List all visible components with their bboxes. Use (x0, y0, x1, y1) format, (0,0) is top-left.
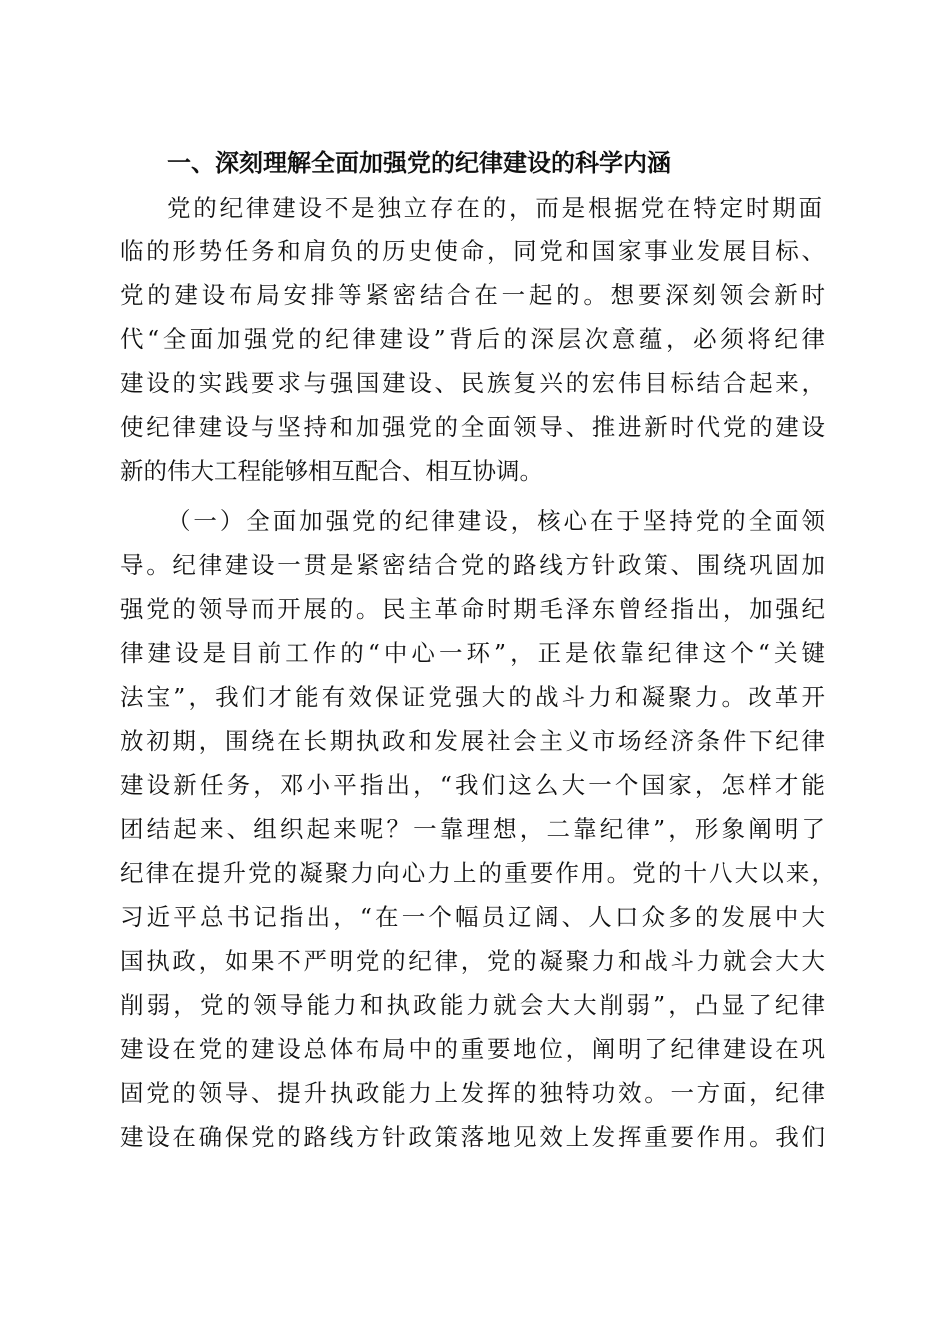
line-text: 建设在党的建设总体布局中的重要地位，阐明了纪律建设在巩 (120, 1035, 825, 1063)
line-text: 律建设是目前工作的“中心一环”，正是依靠纪律这个“关键 (120, 639, 825, 667)
line-text: 习近平总书记指出，“在一个幅员辽阔、人口众多的发展中大 (120, 903, 825, 931)
line-text: 削弱，党的领导能力和执政能力就会大大削弱”，凸显了纪律 (120, 991, 825, 1019)
line-text: 国执政，如果不严明党的纪律，党的凝聚力和战斗力就会大大 (120, 947, 825, 975)
line-text: 导。纪律建设一贯是紧密结合党的路线方针政策、围绕巩固加 (120, 551, 825, 579)
line-text: 建设在确保党的路线方针政策落地见效上发挥重要作用。我们 (120, 1123, 825, 1151)
line-text: 放初期，围绕在长期执政和发展社会主义市场经济条件下纪律 (120, 727, 825, 755)
line-text: （一）全面加强党的纪律建设，核心在于坚持党的全面领 (167, 507, 825, 535)
line-text: 固党的领导、提升执政能力上发挥的独特功效。一方面，纪律 (120, 1079, 825, 1107)
line-text: 使纪律建设与坚持和加强党的全面领导、推进新时代党的建设 (120, 413, 825, 441)
line-text: 纪律在提升党的凝聚力向心力上的重要作用。党的十八大以来， (120, 859, 835, 887)
line-text: 团结起来、组织起来呢？一靠理想，二靠纪律”，形象阐明了 (120, 815, 825, 843)
line-text: 强党的领导而开展的。民主革命时期毛泽东曾经指出，加强纪 (120, 595, 825, 623)
line-text: 新的伟大工程能够相互配合、相互协调。 (120, 457, 543, 485)
line-text: 党的建设布局安排等紧密结合在一起的。想要深刻领会新时 (120, 281, 825, 309)
line-text: 代“全面加强党的纪律建设”背后的深层次意蕴，必须将纪律 (120, 325, 825, 353)
line-text: 建设新任务，邓小平指出，“我们这么大一个国家，怎样才能 (120, 771, 825, 799)
line-text: 临的形势任务和肩负的历史使命，同党和国家事业发展目标、 (120, 237, 825, 265)
line-text: 党的纪律建设不是独立存在的，而是根据党在特定时期面 (167, 194, 822, 222)
line-text: 建设的实践要求与强国建设、民族复兴的宏伟目标结合起来， (120, 369, 825, 397)
section-heading: 一、深刻理解全面加强党的纪律建设的科学内涵 (167, 149, 671, 177)
line-text: 法宝”，我们才能有效保证党强大的战斗力和凝聚力。改革开 (120, 683, 825, 711)
